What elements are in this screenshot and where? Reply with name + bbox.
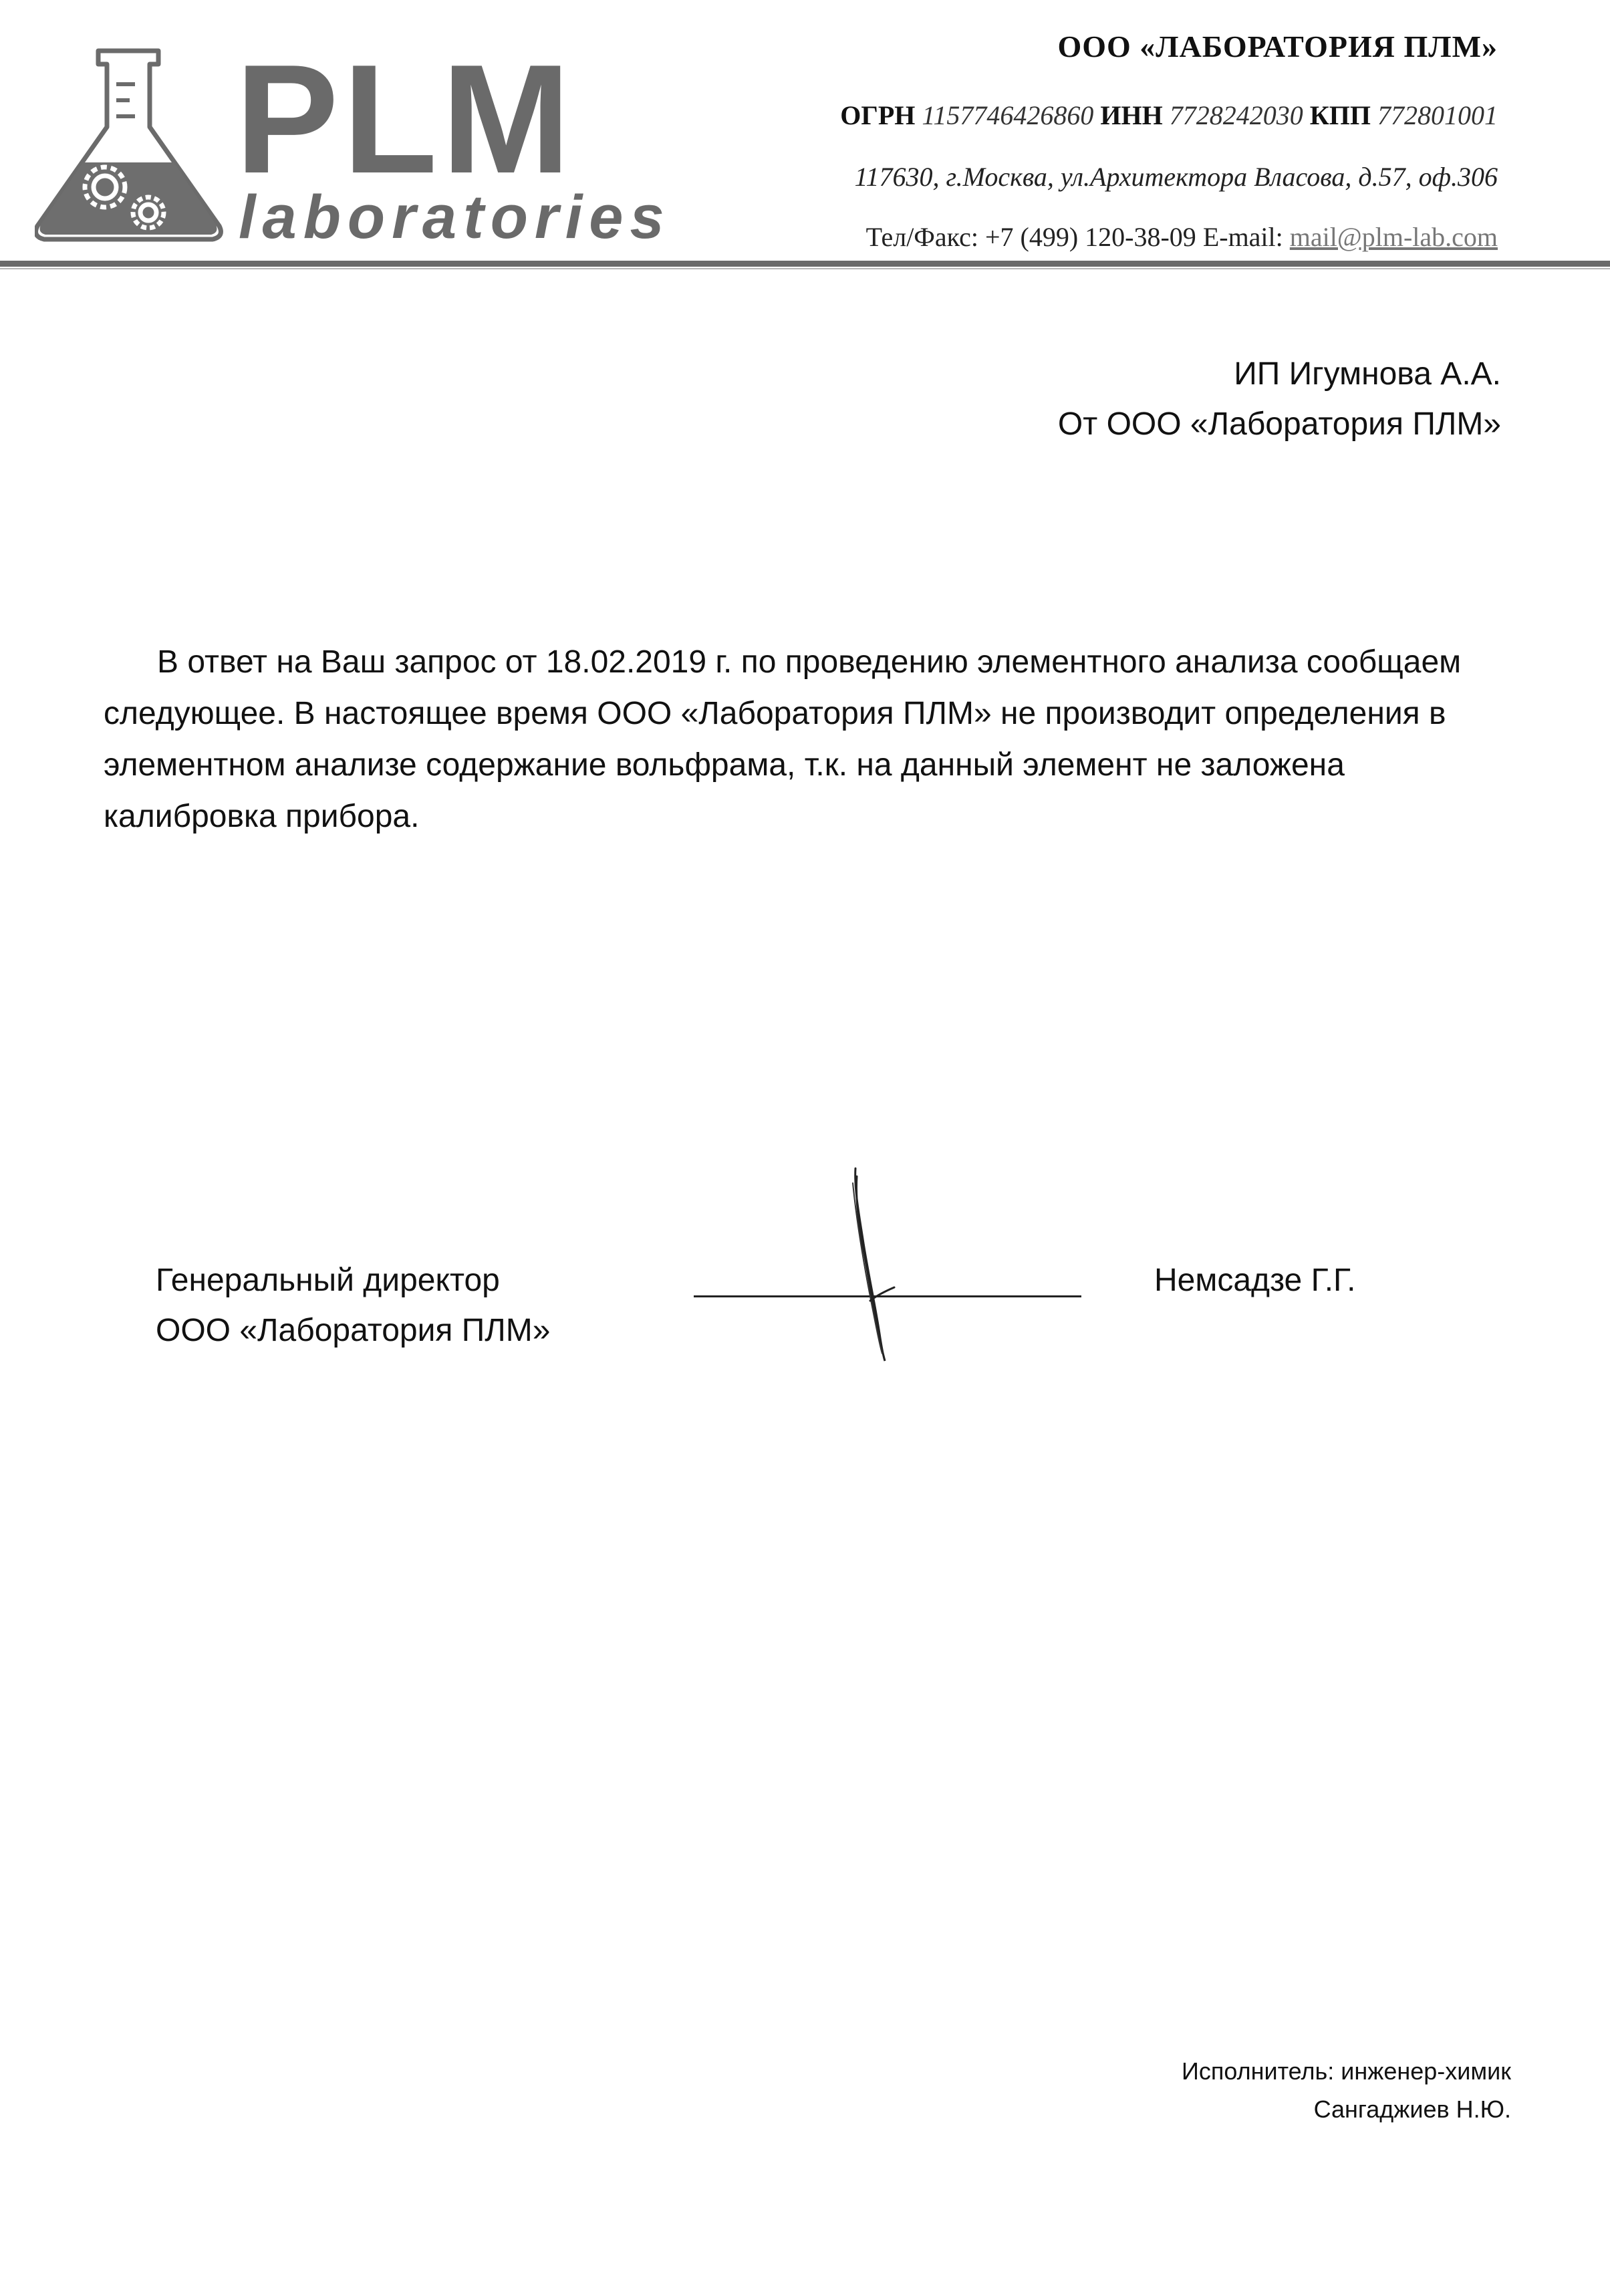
- addressee-from: От ООО «Лаборатория ПЛМ»: [1057, 406, 1501, 442]
- contact-line: [840, 221, 1498, 254]
- executor-role: Исполнитель: инженер-химик: [1182, 2057, 1511, 2085]
- company-name: ООО «ЛАБОРАТОРИЯ ПЛМ»: [1057, 29, 1498, 63]
- flask-gears-icon: [36, 51, 221, 239]
- signer-position: Генеральный директор: [156, 1263, 500, 1298]
- addressee-block: [1058, 349, 1501, 449]
- header-divider: [0, 261, 1610, 267]
- executor-name: Сангаджиев Н.Ю.: [1313, 2095, 1511, 2123]
- email-link[interactable]: mail@plm-lab.com: [1289, 222, 1498, 252]
- kpp-value: 772801001: [1377, 100, 1498, 130]
- phone-value: +7 (499) 120-38-09: [984, 222, 1196, 252]
- kpp-label: КПП: [1309, 100, 1371, 130]
- signer-name: Немсадзе Г.Г.: [1154, 1263, 1356, 1298]
- signer-position-block: [156, 1255, 550, 1356]
- company-logo: [35, 45, 710, 246]
- email-label: E-mail:: [1202, 222, 1283, 252]
- company-requisites: [840, 28, 1498, 254]
- company-address: 117630, г.Москва, ул.Архитектора Власова, д.57, оф.306: [854, 162, 1498, 192]
- ogrn-label: ОГРН: [840, 100, 916, 130]
- letter-body: В ответ на Ваш запрос от 18.02.2019 г. по проведению элементного анализа сообщаем следующее. В настоящее время ООО «Лаборатория ПЛМ» не производит определения в элементном анализе содержание вольфрама, т.к. на данный элемент не заложена калибровка прибора.: [104, 644, 1462, 834]
- logo-wordmark: PLM: [235, 45, 575, 206]
- ogrn-value: 1157746426860: [922, 100, 1094, 130]
- registration-line: [840, 99, 1498, 132]
- header-divider-shadow: [0, 268, 1610, 269]
- inn-label: ИНН: [1100, 100, 1163, 130]
- addressee-to: ИП Игумнова А.А.: [1234, 356, 1501, 392]
- executor-block: [1182, 2052, 1511, 2128]
- signer-organization: ООО «Лаборатория ПЛМ»: [156, 1313, 551, 1348]
- phone-label: Тел/Факс:: [865, 222, 978, 252]
- handwritten-signature: [815, 1163, 916, 1364]
- inn-value: 7728242030: [1169, 100, 1303, 130]
- logo-subtitle: laboratories: [239, 183, 671, 246]
